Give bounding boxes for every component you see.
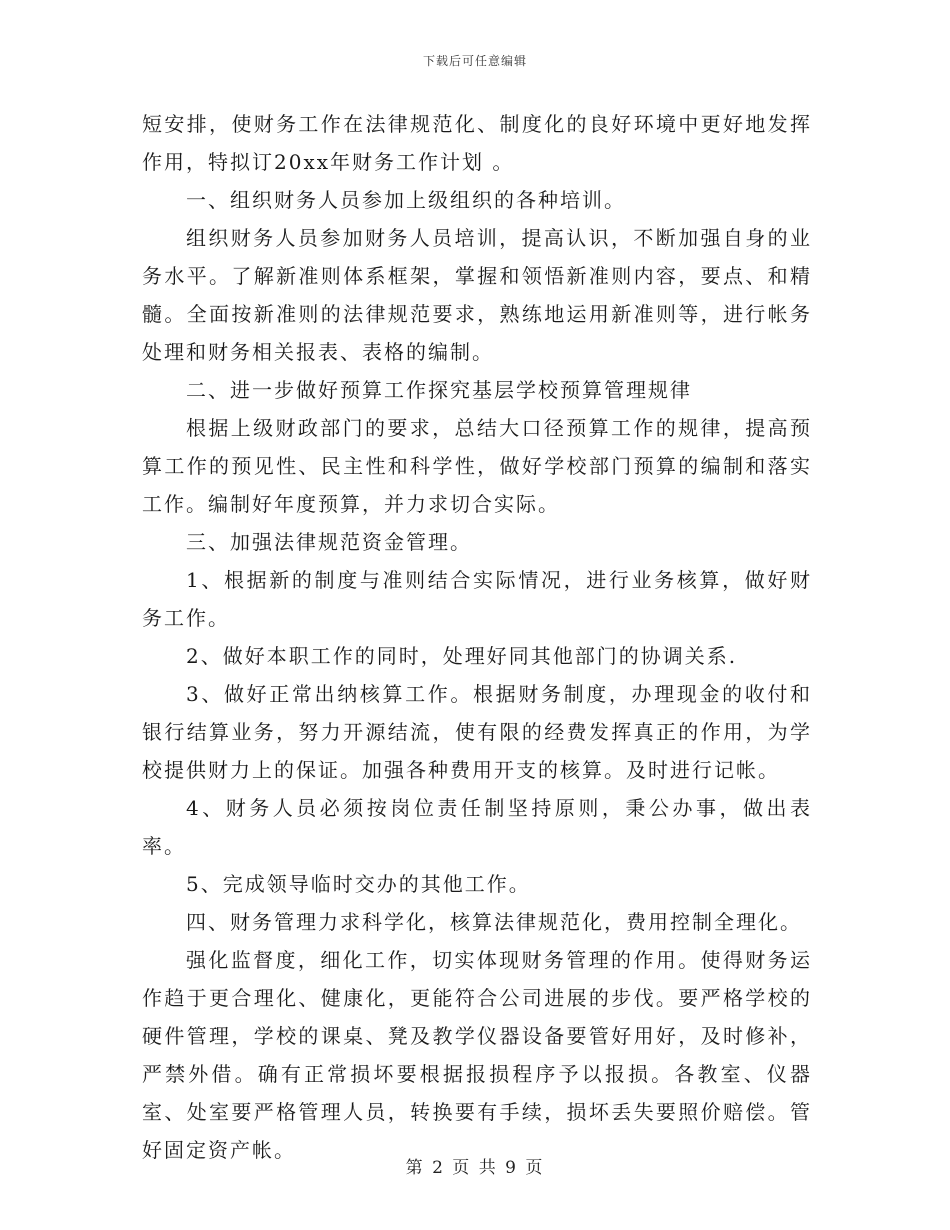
section-heading: 二、进一步做好预算工作探究基层学校预算管理规律 xyxy=(186,378,692,402)
section-heading: 四、财务管理力求科学化，核算法律规范化，费用控制全理化。 xyxy=(186,910,802,934)
paragraph: 根据上级财政部门的要求，总结大口径预算工作的规律，提高预算工作的预见性、民主性和科学性，做好学校部门预算的编制和落实工作。编制好年度预算，并力求切合实际。 xyxy=(142,416,812,516)
list-item: 1、根据新的制度与准则结合实际情况，进行业务核算，做好财务工作。 xyxy=(142,568,812,630)
document-body xyxy=(142,105,812,1169)
page-number: 第 2 页 共 9 页 xyxy=(405,1158,545,1178)
paragraph: 组织财务人员参加财务人员培训，提高认识，不断加强自身的业务水平。了解新准则体系框架，掌握和领悟新准则内容，要点、和精髓。全面按新准则的法律规范要求，熟练地运用新准则等，进行帐务处理和财务相关报表、表格的编制。 xyxy=(142,226,812,364)
list-item: 5、完成领导临时交办的其他工作。 xyxy=(186,872,531,896)
section-heading: 三、加强法律规范资金管理。 xyxy=(186,530,472,554)
list-item: 2、做好本职工作的同时，处理好同其他部门的协调关系. xyxy=(186,644,738,668)
list-item: 3、做好正常出纳核算工作。根据财务制度，办理现金的收付和银行结算业务，努力开源结流，使有限的经费发挥真正的作用，为学校提供财力上的保证。加强各种费用开支的核算。及时进行记帐。 xyxy=(142,682,812,782)
section-heading: 一、组织财务人员参加上级组织的各种培训。 xyxy=(186,188,626,212)
list-item: 4、财务人员必须按岗位责任制坚持原则，秉公办事，做出表率。 xyxy=(142,796,812,858)
page-header: 下载后可任意编辑 xyxy=(422,54,527,68)
paragraph: 短安排，使财务工作在法律规范化、制度化的良好环境中更好地发挥作用，特拟订20xx年财务工作计划 。 xyxy=(142,112,812,174)
paragraph: 强化监督度，细化工作，切实体现财务管理的作用。使得财务运作趋于更合理化、健康化，更能符合公司进展的步伐。要严格学校的硬件管理，学校的课桌、凳及教学仪器设备要管好用好，及时修补，严禁外借。确有正常损坏要根据报损程序予以报损。各教室、仪器室、处室要严格管理人员，转换要有手续，损坏丢失要照价赔偿。管好固定资产帐。 xyxy=(142,948,812,1162)
